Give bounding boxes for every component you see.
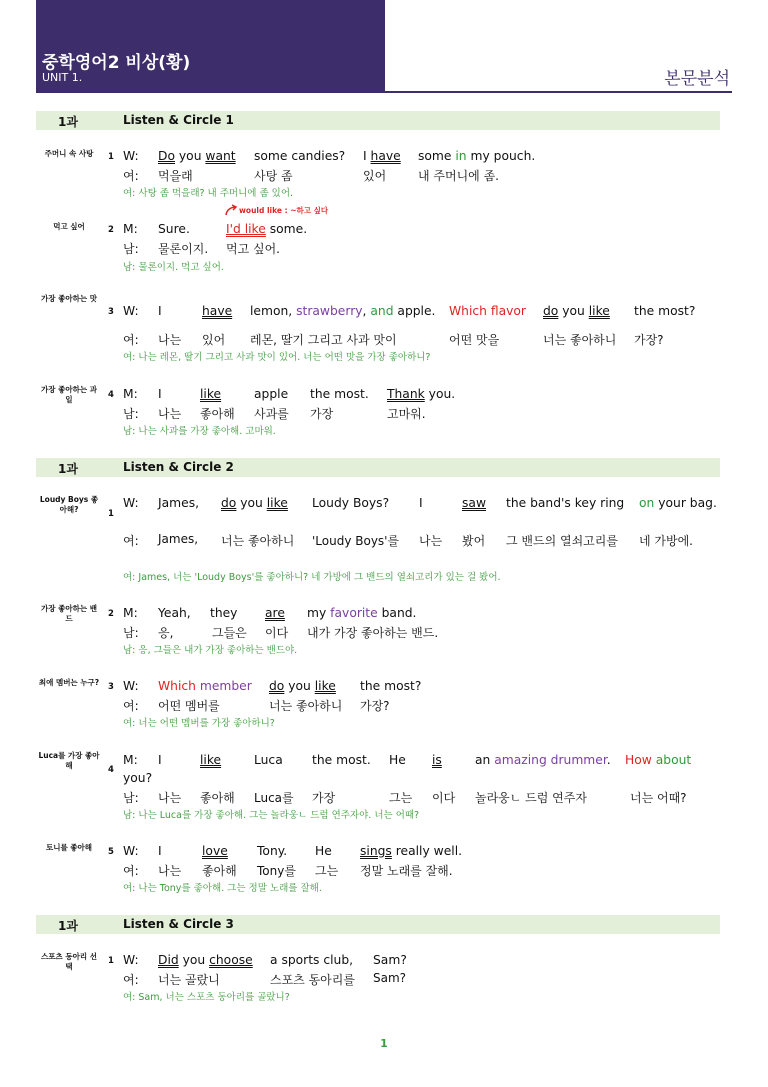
phrase: is bbox=[432, 753, 442, 767]
phrase: 좋아해 bbox=[202, 864, 237, 878]
speaker: M: bbox=[123, 222, 138, 236]
english-line bbox=[123, 679, 723, 695]
phrase: 좋아해 bbox=[200, 791, 235, 805]
section-number: 1과 bbox=[58, 462, 78, 476]
korean-line bbox=[123, 971, 723, 987]
phrase: some in my pouch. bbox=[418, 149, 536, 163]
item-label: 토니를 좋아해 bbox=[45, 843, 93, 852]
phrase: 나는 bbox=[158, 333, 182, 347]
english-line bbox=[123, 387, 723, 403]
english-line bbox=[123, 496, 723, 512]
curved-arrow-icon bbox=[224, 204, 238, 216]
speaker: 여: bbox=[123, 973, 139, 987]
phrase: 가장? bbox=[360, 699, 390, 713]
speaker: W: bbox=[123, 304, 139, 318]
speaker: 남: bbox=[123, 242, 139, 256]
phrase: do you like bbox=[221, 496, 288, 510]
english-line bbox=[123, 606, 723, 622]
phrase: 응, bbox=[158, 626, 174, 640]
english-line bbox=[123, 844, 723, 860]
translation: 남: 나는 사과를 가장 좋아해. 고마워. bbox=[123, 426, 276, 437]
phrase: 가장 bbox=[312, 791, 336, 805]
phrase: Loudy Boys? bbox=[312, 496, 390, 510]
phrase: 내 주머니에 좀. bbox=[418, 169, 499, 183]
phrase: like bbox=[200, 387, 222, 401]
phrase: 그는 bbox=[389, 791, 413, 805]
translation: 남: 나는 Luca를 가장 좋아해. 그는 놀라웅ㄴ 드럼 연주자야. 너는 어때? bbox=[123, 810, 420, 821]
phrase: How about bbox=[625, 753, 692, 767]
phrase: I bbox=[158, 387, 162, 401]
korean-line bbox=[123, 167, 723, 183]
phrase: 그 밴드의 열쇠고리를 bbox=[506, 534, 618, 548]
phrase: 너는 좋아하니 bbox=[221, 534, 295, 548]
english-line bbox=[123, 222, 723, 238]
item-index: 1 bbox=[108, 152, 114, 162]
speaker: M: bbox=[123, 606, 138, 620]
english-line bbox=[123, 953, 723, 969]
phrase: 고마워. bbox=[387, 407, 426, 421]
speaker: W: bbox=[123, 149, 139, 163]
phrase: 내가 가장 좋아하는 밴드. bbox=[307, 626, 439, 640]
section-type-label: 본문분석 bbox=[664, 69, 730, 89]
phrase: 너는 골랐니 bbox=[158, 973, 220, 987]
item-label: 가장 좋아하는 과일 bbox=[41, 385, 97, 404]
translation: 여: 사탕 좀 먹을래? 내 주머니에 좀 있어. bbox=[123, 188, 294, 199]
speaker: 남: bbox=[123, 407, 139, 421]
english-line bbox=[123, 753, 723, 769]
phrase: 이다 bbox=[265, 626, 289, 640]
phrase: 나는 bbox=[419, 534, 443, 548]
item-index: 3 bbox=[108, 307, 114, 317]
phrase: Which member bbox=[158, 679, 252, 693]
section-number: 1과 bbox=[58, 115, 78, 129]
english-line-wrap: you? bbox=[123, 771, 153, 785]
phrase: 스포츠 동아리를 bbox=[270, 973, 355, 987]
phrase: 어떤 맛을 bbox=[449, 333, 500, 347]
phrase: 레몬, 딸기 그리고 사과 맛이 bbox=[250, 333, 397, 347]
header-banner bbox=[36, 0, 385, 91]
speaker: W: bbox=[123, 496, 139, 510]
phrase: I have bbox=[363, 149, 401, 163]
phrase: Sam? bbox=[373, 971, 407, 985]
phrase: they bbox=[210, 606, 238, 620]
phrase: 너는 좋아하니 bbox=[269, 699, 343, 713]
phrase: Sure. bbox=[158, 222, 190, 236]
page-title: 중학영어2 비상(황) bbox=[42, 53, 191, 73]
phrase: 사탕 좀 bbox=[254, 169, 293, 183]
phrase: Do you want bbox=[158, 149, 236, 163]
speaker: 여: bbox=[123, 333, 139, 347]
phrase: 나는 bbox=[158, 407, 182, 421]
phrase: Yeah, bbox=[158, 606, 191, 620]
item-index: 1 bbox=[108, 509, 114, 519]
unit-label: UNIT 1. bbox=[42, 71, 83, 84]
phrase: I bbox=[158, 304, 162, 318]
phrase: 좋아해 bbox=[200, 407, 235, 421]
phrase: 그는 bbox=[315, 864, 339, 878]
speaker: 여: bbox=[123, 864, 139, 878]
item-label: 먹고 싶어 bbox=[53, 222, 85, 231]
speaker: W: bbox=[123, 679, 139, 693]
speaker: M: bbox=[123, 753, 138, 767]
phrase: my favorite band. bbox=[307, 606, 417, 620]
translation: 남: 응, 그들은 내가 가장 좋아하는 밴드야. bbox=[123, 645, 298, 656]
phrase: Luca를 bbox=[254, 791, 294, 805]
phrase: Sam? bbox=[373, 953, 407, 967]
phrase: 먹고 싶어. bbox=[226, 242, 280, 256]
translation: 여: James, 너는 'Loudy Boys'를 좋아하니? 네 가방에 그 밴드의 열쇠고리가 있는 걸 봤어. bbox=[123, 572, 501, 583]
phrase: 있어 bbox=[363, 169, 387, 183]
header-divider bbox=[36, 91, 732, 93]
phrase: 가장? bbox=[634, 333, 664, 347]
phrase: 놀라웅ㄴ 드럼 연주자 bbox=[475, 791, 587, 805]
section-title: Listen & Circle 3 bbox=[123, 917, 234, 931]
phrase: an amazing drummer. bbox=[475, 753, 611, 767]
phrase: 나는 bbox=[158, 864, 182, 878]
phrase: I bbox=[158, 753, 162, 767]
phrase: Did you choose bbox=[158, 953, 253, 967]
phrase: Which flavor bbox=[449, 304, 526, 318]
phrase: 어떤 멤버를 bbox=[158, 699, 220, 713]
section-number: 1과 bbox=[58, 919, 78, 933]
translation: 여: Sam, 너는 스포츠 동아리를 골랐니? bbox=[123, 992, 290, 1003]
phrase: saw bbox=[462, 496, 486, 510]
speaker: W: bbox=[123, 953, 139, 967]
phrase: lemon, strawberry, and apple. bbox=[250, 304, 436, 318]
phrase: 너는 어때? bbox=[630, 791, 687, 805]
speaker: M: bbox=[123, 387, 138, 401]
phrase: Tony를 bbox=[257, 864, 296, 878]
phrase: the most. bbox=[310, 387, 369, 401]
english-line bbox=[123, 149, 723, 165]
item-label: 주머니 속 사탕 bbox=[44, 149, 94, 158]
translation: 여: 너는 어떤 멤버를 가장 좋아하니? bbox=[123, 718, 275, 729]
phrase: are bbox=[265, 606, 285, 620]
item-label: 최애 멤버는 누구? bbox=[38, 678, 100, 687]
phrase: on your bag. bbox=[639, 496, 717, 510]
speaker: 여: bbox=[123, 699, 139, 713]
item-label: Luca를 가장 좋아해 bbox=[38, 751, 100, 770]
phrase: 너는 좋아하니 bbox=[543, 333, 617, 347]
item-index: 1 bbox=[108, 956, 114, 966]
speaker: 남: bbox=[123, 791, 139, 805]
phrase: 정말 노래를 잘해. bbox=[360, 864, 453, 878]
korean-line bbox=[123, 532, 723, 548]
phrase: the most? bbox=[634, 304, 696, 318]
grammar-note: would like : ~하고 싶다 bbox=[239, 206, 329, 215]
phrase: 가장 bbox=[310, 407, 334, 421]
phrase: James, bbox=[158, 532, 199, 546]
item-label: 가장 좋아하는 밴드 bbox=[41, 604, 97, 623]
korean-line bbox=[123, 789, 723, 805]
korean-line bbox=[123, 331, 723, 347]
item-label: Loudy Boys 좋아해? bbox=[39, 495, 99, 514]
phrase: He bbox=[315, 844, 332, 858]
item-index: 2 bbox=[108, 225, 114, 235]
korean-line bbox=[123, 697, 723, 713]
korean-line bbox=[123, 240, 723, 256]
phrase: do you like bbox=[269, 679, 336, 693]
korean-line bbox=[123, 624, 723, 640]
section-title: Listen & Circle 1 bbox=[123, 113, 234, 127]
phrase: 봤어 bbox=[462, 534, 486, 548]
phrase: the most? bbox=[360, 679, 422, 693]
item-index: 3 bbox=[108, 682, 114, 692]
phrase: love bbox=[202, 844, 228, 858]
phrase: 'Loudy Boys'를 bbox=[312, 534, 400, 548]
phrase: like bbox=[200, 753, 222, 767]
phrase: do you like bbox=[543, 304, 610, 318]
section-header-1 bbox=[36, 111, 720, 130]
phrase: 먹을래 bbox=[158, 169, 193, 183]
speaker: W: bbox=[123, 844, 139, 858]
item-index: 4 bbox=[108, 390, 114, 400]
phrase: sings really well. bbox=[360, 844, 463, 858]
speaker: 남: bbox=[123, 626, 139, 640]
phrase: the band's key ring bbox=[506, 496, 625, 510]
phrase: 사과를 bbox=[254, 407, 289, 421]
section-header-3 bbox=[36, 915, 720, 934]
page-number: 1 bbox=[380, 1037, 388, 1050]
phrase: Tony. bbox=[257, 844, 288, 858]
phrase: Thank you. bbox=[387, 387, 456, 401]
section-header-2 bbox=[36, 458, 720, 477]
item-index: 2 bbox=[108, 609, 114, 619]
speaker: 여: bbox=[123, 534, 139, 548]
phrase: Luca bbox=[254, 753, 283, 767]
english-line bbox=[123, 304, 723, 320]
korean-line bbox=[123, 405, 723, 421]
translation: 여: 나는 레몬, 딸기 그리고 사과 맛이 있어. 너는 어떤 맛을 가장 좋아하니? bbox=[123, 352, 431, 363]
translation: 여: 나는 Tony를 좋아해. 그는 정말 노래를 잘해. bbox=[123, 883, 322, 894]
phrase: 나는 bbox=[158, 791, 182, 805]
phrase: a sports club, bbox=[270, 953, 354, 967]
item-index: 5 bbox=[108, 847, 114, 857]
phrase: apple bbox=[254, 387, 289, 401]
phrase: I'd like some. bbox=[226, 222, 308, 236]
phrase: James, bbox=[158, 496, 200, 510]
item-label: 가장 좋아하는 맛 bbox=[41, 294, 97, 303]
section-title: Listen & Circle 2 bbox=[123, 460, 234, 474]
phrase: the most. bbox=[312, 753, 371, 767]
speaker: 여: bbox=[123, 169, 139, 183]
phrase: 이다 bbox=[432, 791, 456, 805]
phrase: 물론이지. bbox=[158, 242, 209, 256]
korean-line bbox=[123, 862, 723, 878]
phrase: 있어 bbox=[202, 333, 226, 347]
phrase: 그들은 bbox=[212, 626, 247, 640]
phrase: 네 가방에. bbox=[639, 534, 693, 548]
item-label: 스포츠 동아리 선택 bbox=[41, 952, 97, 971]
phrase: I bbox=[419, 496, 423, 510]
translation: 남: 물론이지. 먹고 싶어. bbox=[123, 262, 224, 273]
phrase: I bbox=[158, 844, 162, 858]
phrase: some candies? bbox=[254, 149, 346, 163]
phrase: have bbox=[202, 304, 233, 318]
item-index: 4 bbox=[108, 765, 114, 775]
phrase: He bbox=[389, 753, 406, 767]
